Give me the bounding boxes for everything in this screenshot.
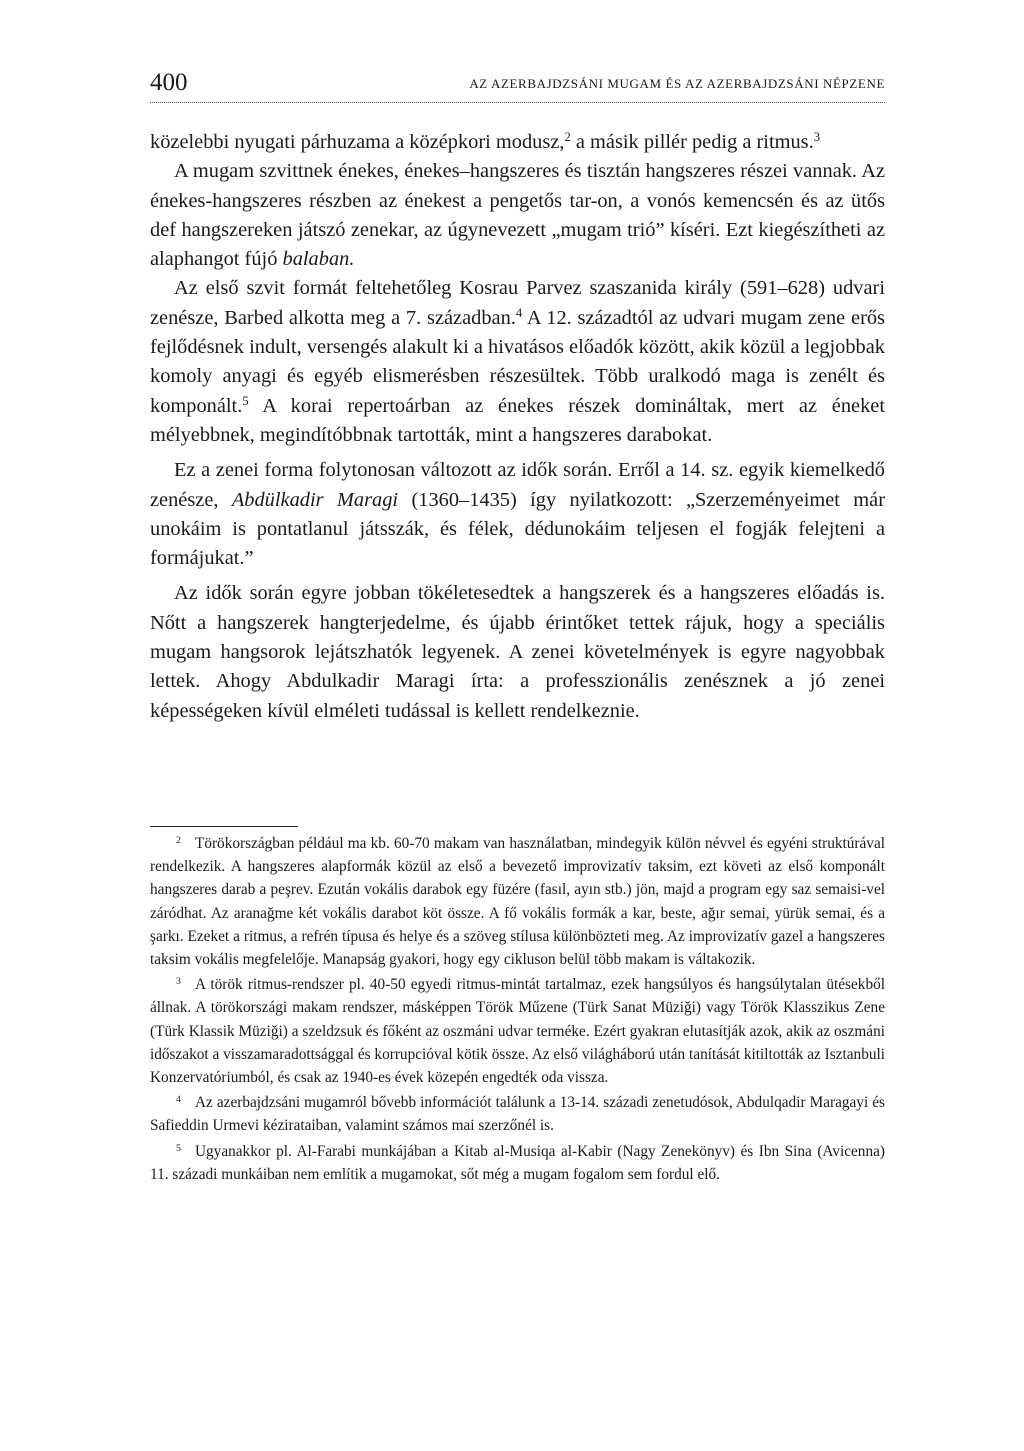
footnote-5-mark: 5 xyxy=(176,1142,181,1154)
paragraph-1-text: közelebbi nyugati párhuzama a középkori modusz, xyxy=(150,131,565,153)
footnote-ref-3[interactable]: 3 xyxy=(813,130,821,145)
paragraph-2 xyxy=(150,157,885,274)
footnote-5 xyxy=(150,1140,885,1186)
footnote-ref-5[interactable]: 5 xyxy=(242,393,249,408)
footnote-2 xyxy=(150,832,885,971)
paragraph-1 xyxy=(150,128,885,157)
paragraph-5 xyxy=(150,579,885,725)
paragraph-4-text: Ez a zenei forma folytonosan változott az idők során. Erről a 14. sz. egyik kiemelkedő zenésze, xyxy=(150,459,885,511)
footnote-separator xyxy=(150,826,298,827)
footnotes xyxy=(150,832,885,1188)
paragraph-3 xyxy=(150,274,885,450)
footnote-4 xyxy=(150,1091,885,1137)
main-text xyxy=(150,128,885,726)
footnote-4-mark: 4 xyxy=(176,1094,181,1106)
paragraph-2-italic: balaban. xyxy=(282,248,355,271)
footnote-ref-4[interactable]: 4 xyxy=(515,305,523,320)
running-title: AZ AZERBAJDZSÁNI MUGAM ÉS AZ AZERBAJDZSÁNI NÉPZENE xyxy=(469,76,885,91)
footnote-3-mark: 3 xyxy=(176,976,181,988)
paragraph-1-text-cont: a másik pillér pedig a ritmus. xyxy=(570,131,814,153)
footnote-2-mark: 2 xyxy=(176,835,181,847)
footnote-5-text: Ugyanakkor pl. Al-Farabi munkájában a Kitab al-Musiqa al-Kabir (Nagy Zenekönyv) és Ibn Sina (Avicenna) 11. századi munkáiban nem említik a mugamokat, sőt még a mugam fogalom sem fordul elő. xyxy=(150,1142,885,1183)
paragraph-3-text-cont: A 12. századtól az udvari mugam zene erős fejlődésnek indult, versengés alakult ki a hivatásos előadók között, akik közül a legjobbak komoly anyagi és egyéb elismerésben részesültek. Több uralkodó maga is zenélt és komponált. xyxy=(150,306,885,417)
paragraph-2-text: A mugam szvittnek énekes, énekes–hangszeres és tisztán hangszeres részei vannak. Az énekes-hangszeres részben az énekest a pengetős tar-on, a vonós kemencsén és az ütős def hangszereken játszó zenekar, az úgynevezett „mugam trió” kíséri. Ezt kiegészítheti az alaphangot fújó xyxy=(150,160,885,271)
header-dotted-rule xyxy=(150,102,885,103)
paragraph-5-text: Az idők során egyre jobban tökéletesedtek a hangszerek és a hangszeres előadás is. Nőtt a hangszerek hangterjedelme, és újabb érintőket tettek rájuk, hogy a speciális mugam hangsorok lejátszhatók legyenek. A zenei követelmények is egyre nagyobbak lettek. Ahogy Abdulkadir Maragi írta: a professzionális zenésznek a jó zenei képességeken kívül elméleti tudással is kellett rendelkeznie. xyxy=(150,582,885,722)
running-head xyxy=(150,68,885,102)
paragraph-4-italic-name: Abdülkadir Maragi xyxy=(231,488,399,511)
page-number: 400 xyxy=(150,69,188,96)
paragraph-4 xyxy=(150,456,885,573)
footnote-3 xyxy=(150,973,885,1089)
footnote-4-text: Az azerbajdzsáni mugamról bővebb információt találunk a 13-14. századi zenetudósok, Abdulqadir Maragayi és Safieddin Urmevi kézirataiban, valamint számos mai szerzőnél is. xyxy=(150,1094,885,1135)
footnote-2-text: Törökországban például ma kb. 60-70 makam van használatban, mindegyik külön névvel és egyéni struktúrával rendelkezik. A hangszeres alapformák közül az első a bevezető improvizatív taksim, ezt követi az első komponált hangszeres darab a peşrev. Ezután vokális darabok egy füzére (fasıl, ayın stb.) jön, majd a program egy saz semaisi-vel záródhat. Az aranağme két vokális darabot köt össze. A fő vokális formák a kar, beste, ağır semai, yürük semai, és a şarkı. Ezeket a ritmus, a refrén típusa és helye és a szöveg stílusa különbözteti meg. Az improvizatív gazel a hangszeres taksim vokális megfelelője. Manapság gyakori, hogy egy cikluson belül több makam is váltakozik. xyxy=(150,835,885,969)
paragraph-3-text: Az első szvit formát feltehetőleg Kosrau Parvez szaszanida király (591–628) udvari zenésze, Barbed alkotta meg a 7. században. xyxy=(150,277,885,329)
paragraph-4-text-cont: (1360–1435) így nyilatkozott: „Szerzeményeimet már unokáim is pontatlanul játsszák, és félek, dédunokáim teljesen el fogják felejteni a formájukat.” xyxy=(150,488,885,570)
paragraph-3-text-end: A korai repertoárban az énekes részek domináltak, mert az éneket mélyebbnek, megindítóbbnak tartották, mint a hangszeres darabokat. xyxy=(150,394,885,446)
footnote-3-text: A török ritmus-rendszer pl. 40-50 egyedi ritmus-mintát tartalmaz, ezek hangsúlyos és hangsúlytalan ütésekből állnak. A törökországi makam rendszer, másképpen Török Műzene (Türk Sanat Müziği) vagy Török Klasszikus Zene (Türk Klassik Müziği) a szeldzsuk és főként az oszmáni udvar terméke. Ezért gyakran elutasítják azok, akik az oszmáni időszakot a visszamaradottsággal és korrupcióval kötik össze. Az első világháború után tanítását kitiltották az Isztanbuli Konzervatóriumból, és csak az 1940-es évek közepén engedték oda vissza. xyxy=(150,976,885,1087)
footnote-ref-2[interactable]: 2 xyxy=(564,130,571,145)
